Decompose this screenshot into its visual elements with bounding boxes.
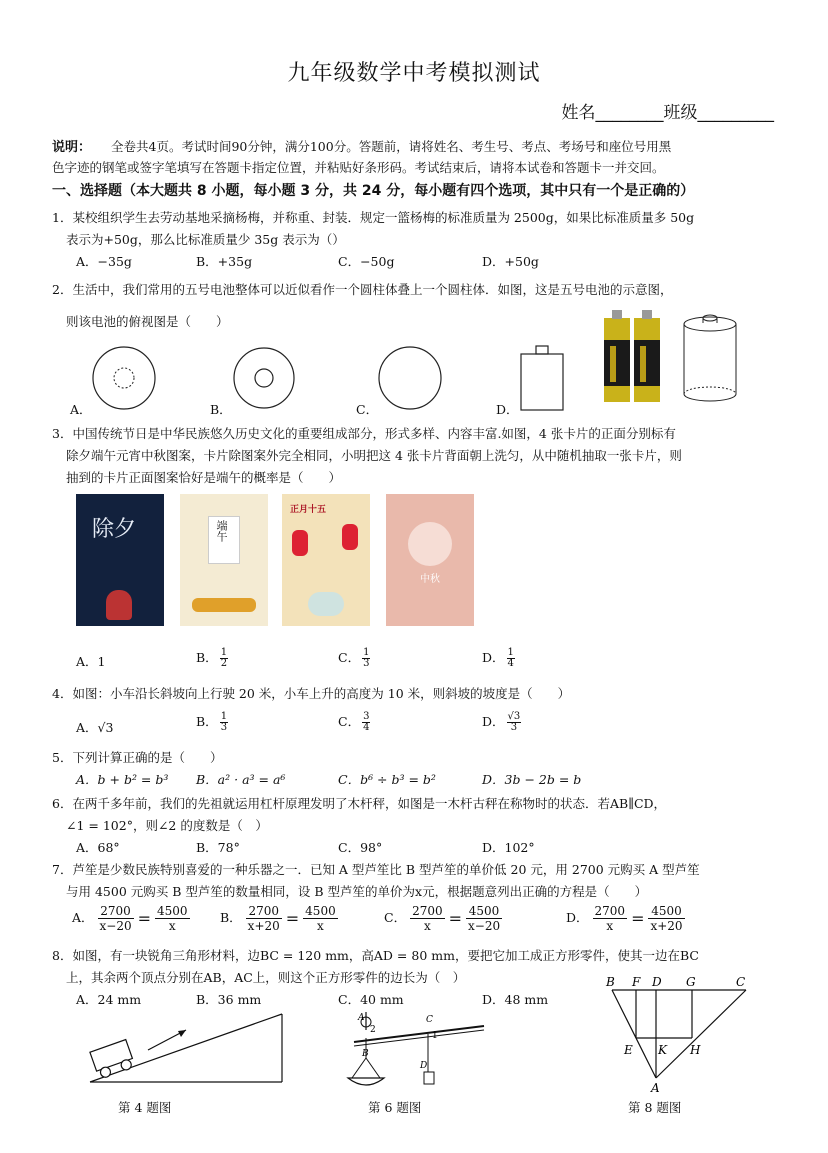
q7-c-right	[466, 904, 502, 933]
q3-line-2: 除夕端午元宵中秋图案，卡片除图案外完全相同，小明把这 4 张卡片背面朝上洗匀，从中随机抽取一张卡片，则	[66, 448, 682, 463]
q7-a-left	[98, 904, 134, 933]
q3-frac-b	[220, 648, 228, 669]
equals-sign: =	[137, 909, 152, 928]
fig4-slope-diagram	[86, 1010, 286, 1086]
q3-option-c-label: C．	[338, 650, 361, 665]
q8-option-d[interactable]: D．48 mm	[482, 992, 549, 1007]
card-zhongqiu-moon	[408, 522, 452, 566]
den: x	[317, 919, 324, 933]
fig8-label-e: E	[624, 1043, 633, 1057]
q5-option-d[interactable]: D．3b − 2b = b	[482, 772, 582, 787]
q7-option-c-label: C．	[384, 910, 407, 925]
q7-option-c[interactable]	[384, 904, 502, 933]
fig8-label-k: K	[658, 1043, 667, 1057]
num: 3	[363, 711, 370, 722]
q2-option-b[interactable]: B．	[210, 402, 232, 417]
den: x	[168, 919, 176, 933]
q7-d-left	[593, 904, 628, 933]
card-duanwu-text: 端午	[215, 520, 228, 542]
q3-frac-c	[362, 648, 370, 669]
q7-option-d[interactable]	[566, 904, 685, 933]
num: 1	[363, 647, 370, 658]
name-class-field[interactable]: 姓名________班级_________	[561, 103, 774, 123]
den: x−20	[99, 919, 132, 933]
fig8-caption: 第 8 题图	[628, 1100, 682, 1115]
num: 2700	[412, 904, 443, 918]
num: 4500	[466, 904, 502, 919]
q5-line-1: 5．下列计算正确的是（ ）	[52, 750, 223, 765]
q1-option-b[interactable]: B．+35g	[196, 254, 253, 269]
q4-frac-c	[362, 712, 370, 733]
fig6-label-d: D	[420, 1061, 428, 1071]
den: x+20	[247, 919, 280, 933]
q8-line-1: 8．如图，有一块锐角三角形材料，边BC = 120 mm，高AD = 80 mm，要把它加工成正方形零件，使其一边在BC	[52, 948, 699, 963]
q3-line-1: 3．中国传统节日是中华民族悠久历史文化的重要组成部分，形式多样、内容丰富.如图，4 张卡片的正面分别标有	[52, 426, 676, 441]
q7-b-right	[303, 904, 338, 933]
q7-option-b-label: B．	[220, 910, 242, 925]
num: 2700	[98, 904, 134, 919]
q6-option-a[interactable]: A．68°	[76, 840, 120, 855]
fig6-label-b: B	[362, 1049, 369, 1059]
den: x	[423, 919, 431, 933]
q5-option-c[interactable]: C．b⁶ ÷ b³ = b²	[338, 772, 436, 787]
q3-option-b[interactable]	[196, 648, 228, 669]
q4-frac-b	[220, 712, 228, 733]
q4-option-d-label: D．	[482, 714, 505, 729]
q7-b-left	[246, 904, 282, 933]
q3-option-a[interactable]: A．1	[76, 654, 106, 669]
num: 4500	[305, 904, 336, 918]
card-yuanxiao	[282, 494, 370, 626]
q5-option-a[interactable]: A．b + b² = b³	[76, 772, 169, 787]
fig8-label-h: H	[690, 1043, 701, 1057]
fig8-label-f: F	[632, 975, 641, 989]
q8-line-2: 上，其余两个顶点分别在AB，AC上，则这个正方形零件的边长为（ ）	[66, 970, 466, 985]
q2-option-c[interactable]: C．	[356, 402, 379, 417]
fig6-label-c: C	[426, 1015, 433, 1025]
fig8-triangle-diagram	[596, 972, 768, 1094]
den: x−20	[468, 919, 501, 933]
q2-line-2: 则该电池的俯视图是（ ）	[66, 314, 229, 329]
card-chuxi-text: 除夕	[92, 517, 137, 542]
q4-option-c-label: C．	[338, 714, 361, 729]
intro-text-1: 全卷共4页。考试时间90分钟，满分100分。答题前，请将姓名、考生号、考点、考场号和座位号用黑	[111, 139, 672, 154]
q1-line-2: 表示为+50g，那么比标准质量少 35g 表示为（）	[66, 232, 345, 247]
q7-line-2: 与用 4500 元购买 B 型芦笙的数量相同，设 B 型芦笙的单价为x元，根据题意列出正确的方程是（ ）	[66, 884, 648, 899]
q2-fig-c	[379, 347, 441, 409]
q4-option-b[interactable]	[196, 712, 228, 733]
q4-option-b-label: B．	[196, 714, 218, 729]
den: 4	[507, 658, 514, 669]
den: x+20	[650, 919, 683, 933]
q1-option-a[interactable]: A．−35g	[76, 254, 132, 269]
fig8-label-c: C	[736, 975, 746, 989]
q3-option-d-label: D．	[482, 650, 505, 665]
q6-line-1: 6．在两千多年前，我们的先祖就运用杠杆原理发明了木杆秤，如图是一木杆古秤在称物时的状态．若AB∥CD，	[52, 796, 667, 811]
fig6-label-1: 1	[432, 1031, 438, 1041]
fig8-label-b: B	[606, 975, 615, 989]
q2-option-a[interactable]: A．	[70, 402, 92, 417]
q8-option-a[interactable]: A．24 mm	[76, 992, 142, 1007]
card-chuxi-figure	[106, 590, 132, 620]
q3-option-b-label: B．	[196, 650, 218, 665]
num: 1	[220, 647, 228, 658]
fig8-label-a: A	[651, 1081, 660, 1094]
intro-line-2: 色字迹的钢笔或签字笔填写在答题卡指定位置，并粘贴好条形码。考试结束后，请将本试卷和答题卡一并交回。	[52, 160, 665, 175]
q3-option-d[interactable]	[482, 648, 515, 669]
q7-option-b[interactable]	[220, 904, 338, 933]
card-yuanxiao-bowl	[308, 592, 344, 616]
q7-option-a[interactable]	[72, 904, 190, 933]
num: 1	[220, 711, 228, 722]
fig8-label-g: G	[686, 975, 696, 989]
q7-a-right	[155, 904, 190, 933]
num: 1	[507, 647, 514, 658]
q4-option-d[interactable]	[482, 712, 521, 733]
den: 3	[510, 722, 518, 733]
equals-sign: =	[285, 909, 300, 928]
q7-c-left	[410, 904, 445, 933]
q7-option-a-label: A．	[72, 910, 94, 925]
q6-option-b[interactable]: B．78°	[196, 840, 240, 855]
fig4-caption: 第 4 题图	[118, 1100, 172, 1115]
card-zhongqiu	[386, 494, 474, 626]
q6-option-c[interactable]: C．98°	[338, 840, 383, 855]
q1-line-1: 1．某校组织学生去劳动基地采摘杨梅，并称重、封装．规定一篮杨梅的标准质量为 2500g，如果比标准质量多 50g	[52, 210, 695, 225]
den: 3	[363, 658, 370, 669]
fig6-label-a: A	[358, 1013, 365, 1023]
q7-option-d-label: D．	[566, 910, 589, 925]
q2-line-1: 2．生活中，我们常用的五号电池整体可以近似看作一个圆柱体叠上一个圆柱体．如图，这是五号电池的示意图，	[52, 282, 673, 297]
card-duanwu	[180, 494, 268, 626]
num: 4500	[157, 904, 188, 918]
q4-option-c[interactable]	[338, 712, 370, 733]
section-heading: 一、选择题（本大题共 8 小题，每小题 3 分，共 24 分，每小题有四个选项，其中只有一个是正确的）	[52, 183, 695, 199]
q4-option-a[interactable]: A．√3	[76, 720, 114, 735]
q1-option-c[interactable]: C．−50g	[338, 254, 395, 269]
fig8-label-d: D	[652, 975, 662, 989]
equals-sign: =	[631, 909, 645, 928]
num: 2700	[594, 904, 626, 918]
card-chuxi	[76, 494, 164, 626]
intro-line-1	[52, 136, 671, 155]
q4-line-1: 4．如图：小车沿长斜坡向上行驶 20 米，小车上升的高度为 10 米，则斜坡的坡度是（ ）	[52, 686, 571, 701]
lantern-right	[342, 524, 358, 550]
card-duanwu-boat	[192, 598, 256, 612]
q2-fig-a	[93, 347, 155, 409]
q6-line-2: ∠1 = 102°，则∠2 的度数是（ ）	[66, 818, 268, 833]
q2-fig-d	[521, 346, 563, 410]
fig6-caption: 第 6 题图	[368, 1100, 422, 1115]
den: 4	[363, 722, 370, 733]
den: 2	[220, 658, 228, 669]
q6-option-d[interactable]: D．102°	[482, 840, 535, 855]
lantern-left	[292, 530, 308, 556]
num: 2700	[246, 904, 282, 919]
q2-fig-b	[234, 348, 294, 408]
q2-option-d[interactable]: D．	[496, 402, 519, 417]
q8-option-c[interactable]: C．40 mm	[338, 992, 404, 1007]
q7-d-right	[648, 904, 684, 933]
q4-frac-d	[507, 712, 522, 733]
q5-option-b[interactable]: B．a² · a³ = a⁶	[196, 772, 286, 787]
den: 3	[220, 722, 228, 733]
num: √3	[507, 711, 521, 722]
q3-line-3: 抽到的卡片正面图案恰好是端午的概率是（ ）	[66, 470, 342, 485]
q1-option-d[interactable]: D．+50g	[482, 254, 539, 269]
page-title: 九年级数学中考模拟测试	[287, 61, 541, 86]
q3-option-c[interactable]	[338, 648, 370, 669]
num: 4500	[648, 904, 684, 919]
q3-frac-d	[507, 648, 515, 669]
battery-photo	[598, 306, 668, 406]
q8-option-b[interactable]: B．36 mm	[196, 992, 262, 1007]
q7-line-1: 7．芦笙是少数民族特别喜爱的一种乐器之一．已知 A 型芦笙比 B 型芦笙的单价低 20 元，用 2700 元购买 A 型芦笙	[52, 862, 700, 877]
equals-sign: =	[448, 909, 463, 928]
card-yuanxiao-text: 正月十五	[290, 505, 327, 515]
battery-sketch	[676, 306, 746, 406]
card-zhongqiu-text: 中秋	[420, 574, 440, 585]
fig6-steelyard-diagram	[340, 1008, 490, 1092]
den: x	[606, 919, 614, 933]
intro-label: 说明：	[52, 140, 92, 155]
fig6-label-2: 2	[370, 1025, 376, 1035]
